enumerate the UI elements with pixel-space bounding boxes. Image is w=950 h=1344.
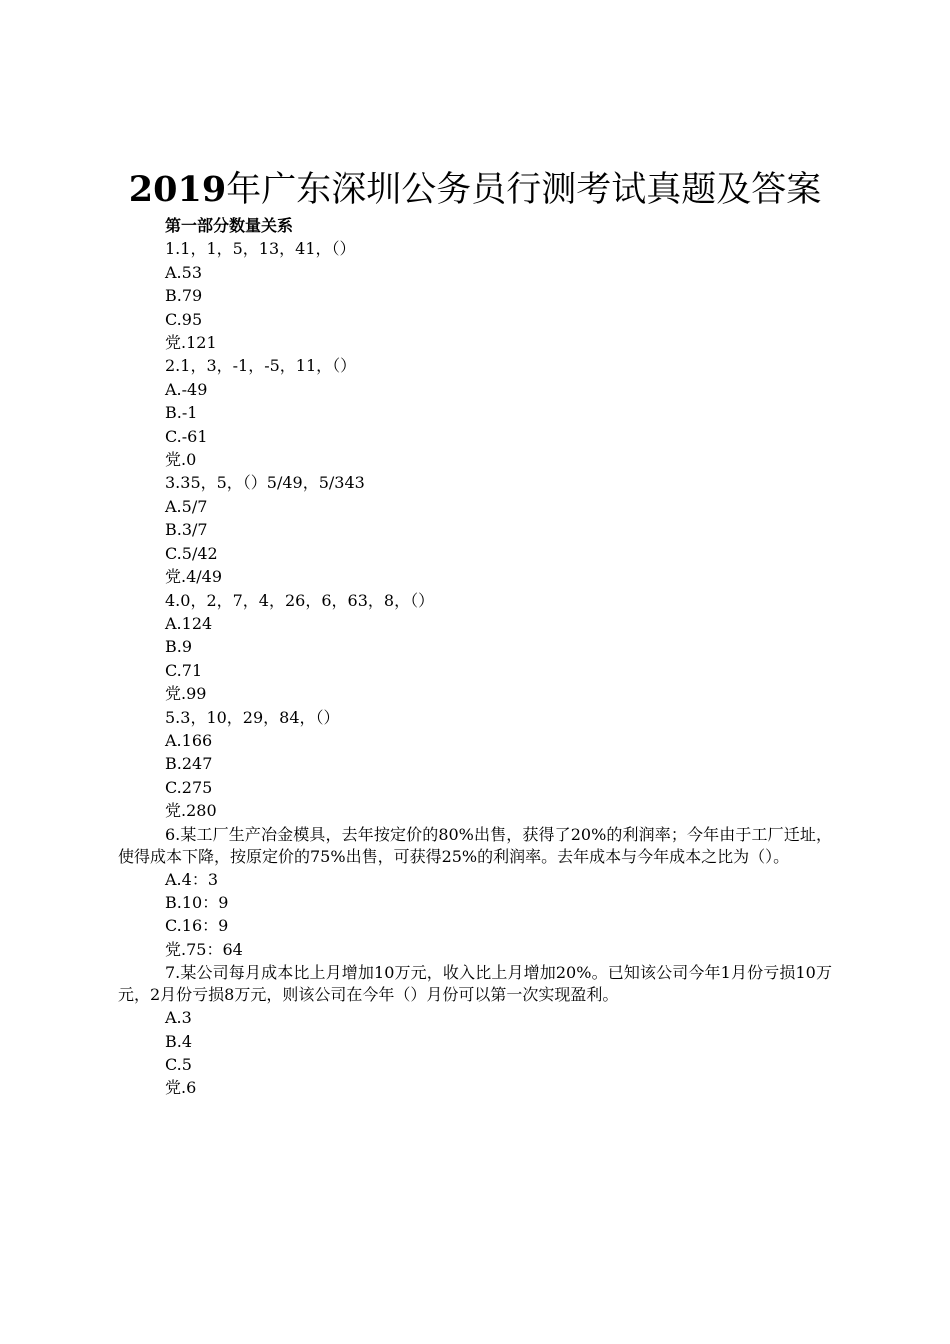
option-c: C.-61 bbox=[165, 426, 208, 446]
option-d: 党.4/49 bbox=[165, 567, 223, 587]
option-a: A.-49 bbox=[165, 379, 208, 399]
title-text: 年广东深圳公务员行测考试真题及答案 bbox=[226, 170, 822, 210]
option-b: B.-1 bbox=[165, 403, 198, 423]
option-b: B.79 bbox=[165, 286, 203, 306]
option-a: A.53 bbox=[165, 262, 202, 282]
title-year: 2019 bbox=[128, 169, 227, 210]
option-b: B.3/7 bbox=[165, 520, 208, 540]
option-a: A.166 bbox=[165, 730, 213, 750]
option-b: B.4 bbox=[165, 1031, 193, 1051]
option-c: C.275 bbox=[165, 777, 213, 797]
question-stem: 7.某公司每月成本比上月增加10万元，收入比上月增加20%。已知该公司今年1月份亏损10万元，2月份亏损8万元，则该公司在今年（）月份可以第一次实现盈利。 bbox=[118, 963, 832, 1005]
option-c: C.5 bbox=[165, 1055, 192, 1074]
option-d: 党.75：64 bbox=[165, 939, 243, 959]
option-d: 党.99 bbox=[165, 684, 207, 704]
question-stem: 4.0，2，7，4，26，6，63，8，（） bbox=[165, 590, 435, 610]
option-d: 党.0 bbox=[165, 450, 197, 470]
option-b: B.10：9 bbox=[165, 892, 229, 912]
section-heading: 第一部分数量关系 bbox=[165, 216, 294, 235]
option-a: A.5/7 bbox=[165, 496, 208, 516]
question-stem: 2.1，3，-1，-5，11，（） bbox=[165, 356, 357, 376]
question-stem: 5.3，10，29，84，（） bbox=[165, 707, 340, 727]
option-d: 党.6 bbox=[165, 1078, 197, 1098]
option-c: C.71 bbox=[165, 660, 203, 680]
option-b: B.9 bbox=[165, 637, 193, 657]
option-c: C.16：9 bbox=[165, 916, 229, 936]
question-stem: 1.1，1，5，13，41，（） bbox=[165, 239, 356, 259]
option-b: B.247 bbox=[165, 754, 213, 774]
option-c: C.5/42 bbox=[165, 543, 218, 563]
option-d: 党.280 bbox=[165, 801, 217, 821]
option-c: C.95 bbox=[165, 309, 203, 329]
document-body bbox=[118, 214, 832, 1100]
option-a: A.124 bbox=[165, 613, 213, 633]
question-stem: 6.某工厂生产冶金模具，去年按定价的80%出售，获得了20%的利润率；今年由于工厂迁址，使得成本下降，按原定价的75%出售，可获得25%的利润率。去年成本与今年成本之比为（）。 bbox=[118, 824, 832, 866]
question-stem: 3.35，5，（）5/49，5/343 bbox=[165, 473, 365, 493]
option-a: A.3 bbox=[165, 1008, 192, 1028]
page-title bbox=[0, 166, 950, 214]
option-d: 党.121 bbox=[165, 333, 217, 353]
option-a: A.4：3 bbox=[165, 869, 219, 889]
